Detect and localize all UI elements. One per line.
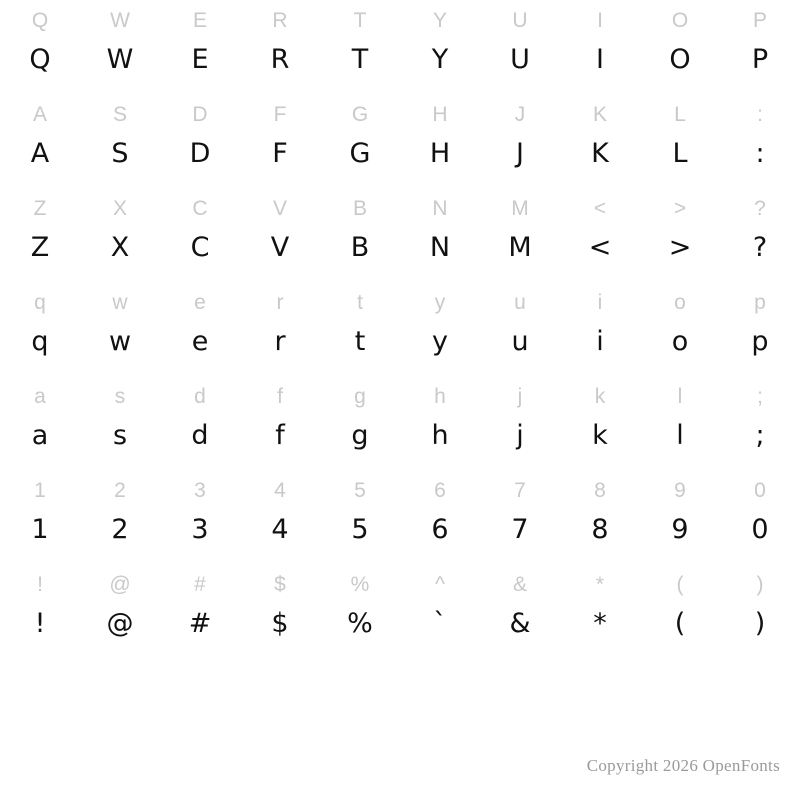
key-label: w [112, 291, 128, 314]
glyph-sample: L [672, 138, 688, 169]
key-label: W [110, 9, 130, 32]
key-label: ; [757, 385, 763, 408]
specimen-block [0, 4, 800, 82]
key-label: e [194, 291, 206, 314]
glyph-sample: 2 [111, 514, 129, 545]
glyph-sample: C [190, 232, 210, 263]
key-label: E [192, 9, 207, 32]
glyph-sample: Y [431, 44, 449, 75]
glyph-row [0, 38, 800, 82]
glyph-sample: f [275, 420, 285, 451]
glyph-row [0, 508, 800, 552]
glyph-sample: U [510, 44, 530, 75]
glyph-sample: h [431, 420, 449, 451]
glyph-sample: > [668, 232, 692, 263]
glyph-sample: A [30, 138, 50, 169]
key-row [0, 4, 800, 38]
key-label: 0 [754, 479, 766, 502]
key-label: 1 [34, 479, 46, 502]
glyph-sample: g [351, 420, 369, 451]
key-row [0, 98, 800, 132]
glyph-sample: F [272, 138, 288, 169]
key-label: ? [754, 197, 766, 220]
glyph-row [0, 414, 800, 458]
glyph-row [0, 320, 800, 364]
key-label: G [351, 103, 369, 126]
key-label: N [432, 197, 448, 220]
glyph-sample: < [588, 232, 612, 263]
key-label: s [114, 385, 126, 408]
key-label: ! [37, 573, 43, 596]
glyph-sample: ) [754, 608, 766, 639]
glyph-sample: d [191, 420, 209, 451]
glyph-sample: : [755, 138, 765, 169]
key-label: p [754, 291, 766, 314]
key-label: @ [109, 573, 131, 596]
key-label: t [357, 291, 363, 314]
glyph-sample: u [511, 326, 529, 357]
glyph-sample: q [31, 326, 49, 357]
key-label: y [434, 291, 446, 314]
glyph-sample: % [347, 608, 373, 639]
key-label: ) [756, 573, 764, 596]
glyph-sample: 5 [351, 514, 369, 545]
glyph-sample: a [31, 420, 49, 451]
glyph-sample: T [351, 44, 369, 75]
glyph-sample: S [111, 138, 129, 169]
key-label: A [32, 103, 47, 126]
glyph-sample: 9 [671, 514, 689, 545]
key-label: O [671, 9, 689, 32]
glyph-sample: @ [106, 608, 134, 639]
key-label: M [511, 197, 529, 220]
glyph-sample: R [270, 44, 290, 75]
glyph-sample: V [270, 232, 290, 263]
glyph-sample: Z [30, 232, 50, 263]
glyph-sample: ? [752, 232, 768, 263]
key-label: k [594, 385, 606, 408]
key-label: q [34, 291, 46, 314]
key-row [0, 474, 800, 508]
glyph-row [0, 226, 800, 270]
specimen-block [0, 98, 800, 176]
glyph-sample: P [751, 44, 769, 75]
key-label: ^ [435, 573, 445, 596]
key-label: 9 [674, 479, 686, 502]
glyph-sample: I [596, 44, 604, 75]
key-label: F [273, 103, 287, 126]
key-label: o [674, 291, 686, 314]
key-label: h [434, 385, 446, 408]
glyph-sample: M [508, 232, 532, 263]
glyph-sample: D [189, 138, 211, 169]
glyph-sample: ! [34, 608, 46, 639]
glyph-sample: 7 [511, 514, 529, 545]
key-label: 3 [194, 479, 206, 502]
glyph-row [0, 132, 800, 176]
glyph-sample: & [509, 608, 531, 639]
glyph-sample: B [350, 232, 370, 263]
glyph-sample: o [671, 326, 689, 357]
key-label: 8 [594, 479, 606, 502]
glyph-sample: * [593, 608, 607, 639]
key-label: j [517, 385, 523, 408]
key-label: X [112, 197, 127, 220]
glyph-sample: J [516, 138, 524, 169]
specimen-block [0, 380, 800, 458]
key-label: R [272, 9, 288, 32]
key-label: # [194, 573, 206, 596]
key-label: & [512, 573, 527, 596]
glyph-sample: r [274, 326, 286, 357]
key-label: * [595, 573, 605, 596]
key-label: V [272, 197, 287, 220]
key-label: U [512, 9, 528, 32]
key-label: 6 [434, 479, 446, 502]
glyph-sample: e [191, 326, 209, 357]
glyph-sample: 1 [31, 514, 49, 545]
key-label: ( [676, 573, 684, 596]
key-label: 7 [514, 479, 526, 502]
key-row [0, 380, 800, 414]
glyph-sample: G [349, 138, 371, 169]
specimen-block [0, 474, 800, 552]
glyph-sample: j [516, 420, 524, 451]
key-label: Y [432, 9, 447, 32]
key-row [0, 286, 800, 320]
key-label: B [352, 197, 367, 220]
glyph-sample: k [592, 420, 608, 451]
glyph-sample: # [188, 608, 212, 639]
glyph-row [0, 602, 800, 646]
key-label: : [757, 103, 763, 126]
glyph-sample: W [106, 44, 134, 75]
key-label: a [34, 385, 46, 408]
glyph-sample: t [354, 326, 366, 357]
glyph-sample: w [108, 326, 132, 357]
key-label: S [112, 103, 127, 126]
key-label: < [593, 197, 607, 220]
glyph-sample: 0 [751, 514, 769, 545]
glyph-sample: i [596, 326, 604, 357]
key-label: J [514, 103, 526, 126]
key-label: Z [33, 197, 47, 220]
glyph-sample: 6 [431, 514, 449, 545]
key-row [0, 192, 800, 226]
key-label: g [354, 385, 366, 408]
key-label: K [592, 103, 607, 126]
key-label: Q [31, 9, 49, 32]
key-label: 2 [114, 479, 126, 502]
key-label: 5 [354, 479, 366, 502]
glyph-sample: $ [271, 608, 289, 639]
glyph-sample: O [669, 44, 691, 75]
glyph-sample: 3 [191, 514, 209, 545]
glyph-sample: l [676, 420, 684, 451]
key-label: T [353, 9, 367, 32]
glyph-sample: ˋ [433, 608, 447, 639]
copyright-notice: Copyright 2026 OpenFonts [586, 756, 780, 775]
key-label: C [192, 197, 208, 220]
glyph-sample: K [591, 138, 609, 169]
key-label: L [674, 103, 686, 126]
glyph-sample: ; [755, 420, 765, 451]
key-label: $ [274, 573, 286, 596]
glyph-sample: E [191, 44, 209, 75]
glyph-sample: Q [29, 44, 51, 75]
key-label: 4 [274, 479, 286, 502]
glyph-sample: y [432, 326, 448, 357]
glyph-sample: s [112, 420, 128, 451]
key-label: r [276, 291, 284, 314]
key-label: u [514, 291, 526, 314]
key-label: P [752, 9, 767, 32]
key-label: H [432, 103, 448, 126]
key-label: % [350, 573, 370, 596]
key-label: > [673, 197, 687, 220]
glyph-sample: ( [674, 608, 686, 639]
key-label: i [597, 291, 603, 314]
glyph-sample: N [429, 232, 451, 263]
key-label: f [277, 385, 283, 408]
key-label: d [194, 385, 206, 408]
specimen-block [0, 568, 800, 646]
key-row [0, 568, 800, 602]
glyph-sample: 8 [591, 514, 609, 545]
key-label: D [192, 103, 208, 126]
specimen-block [0, 286, 800, 364]
key-label: l [677, 385, 683, 408]
glyph-sample: H [429, 138, 451, 169]
glyph-sample: p [751, 326, 769, 357]
specimen-block [0, 192, 800, 270]
key-label: I [597, 9, 603, 32]
glyph-sample: 4 [271, 514, 289, 545]
glyph-sample: X [110, 232, 130, 263]
